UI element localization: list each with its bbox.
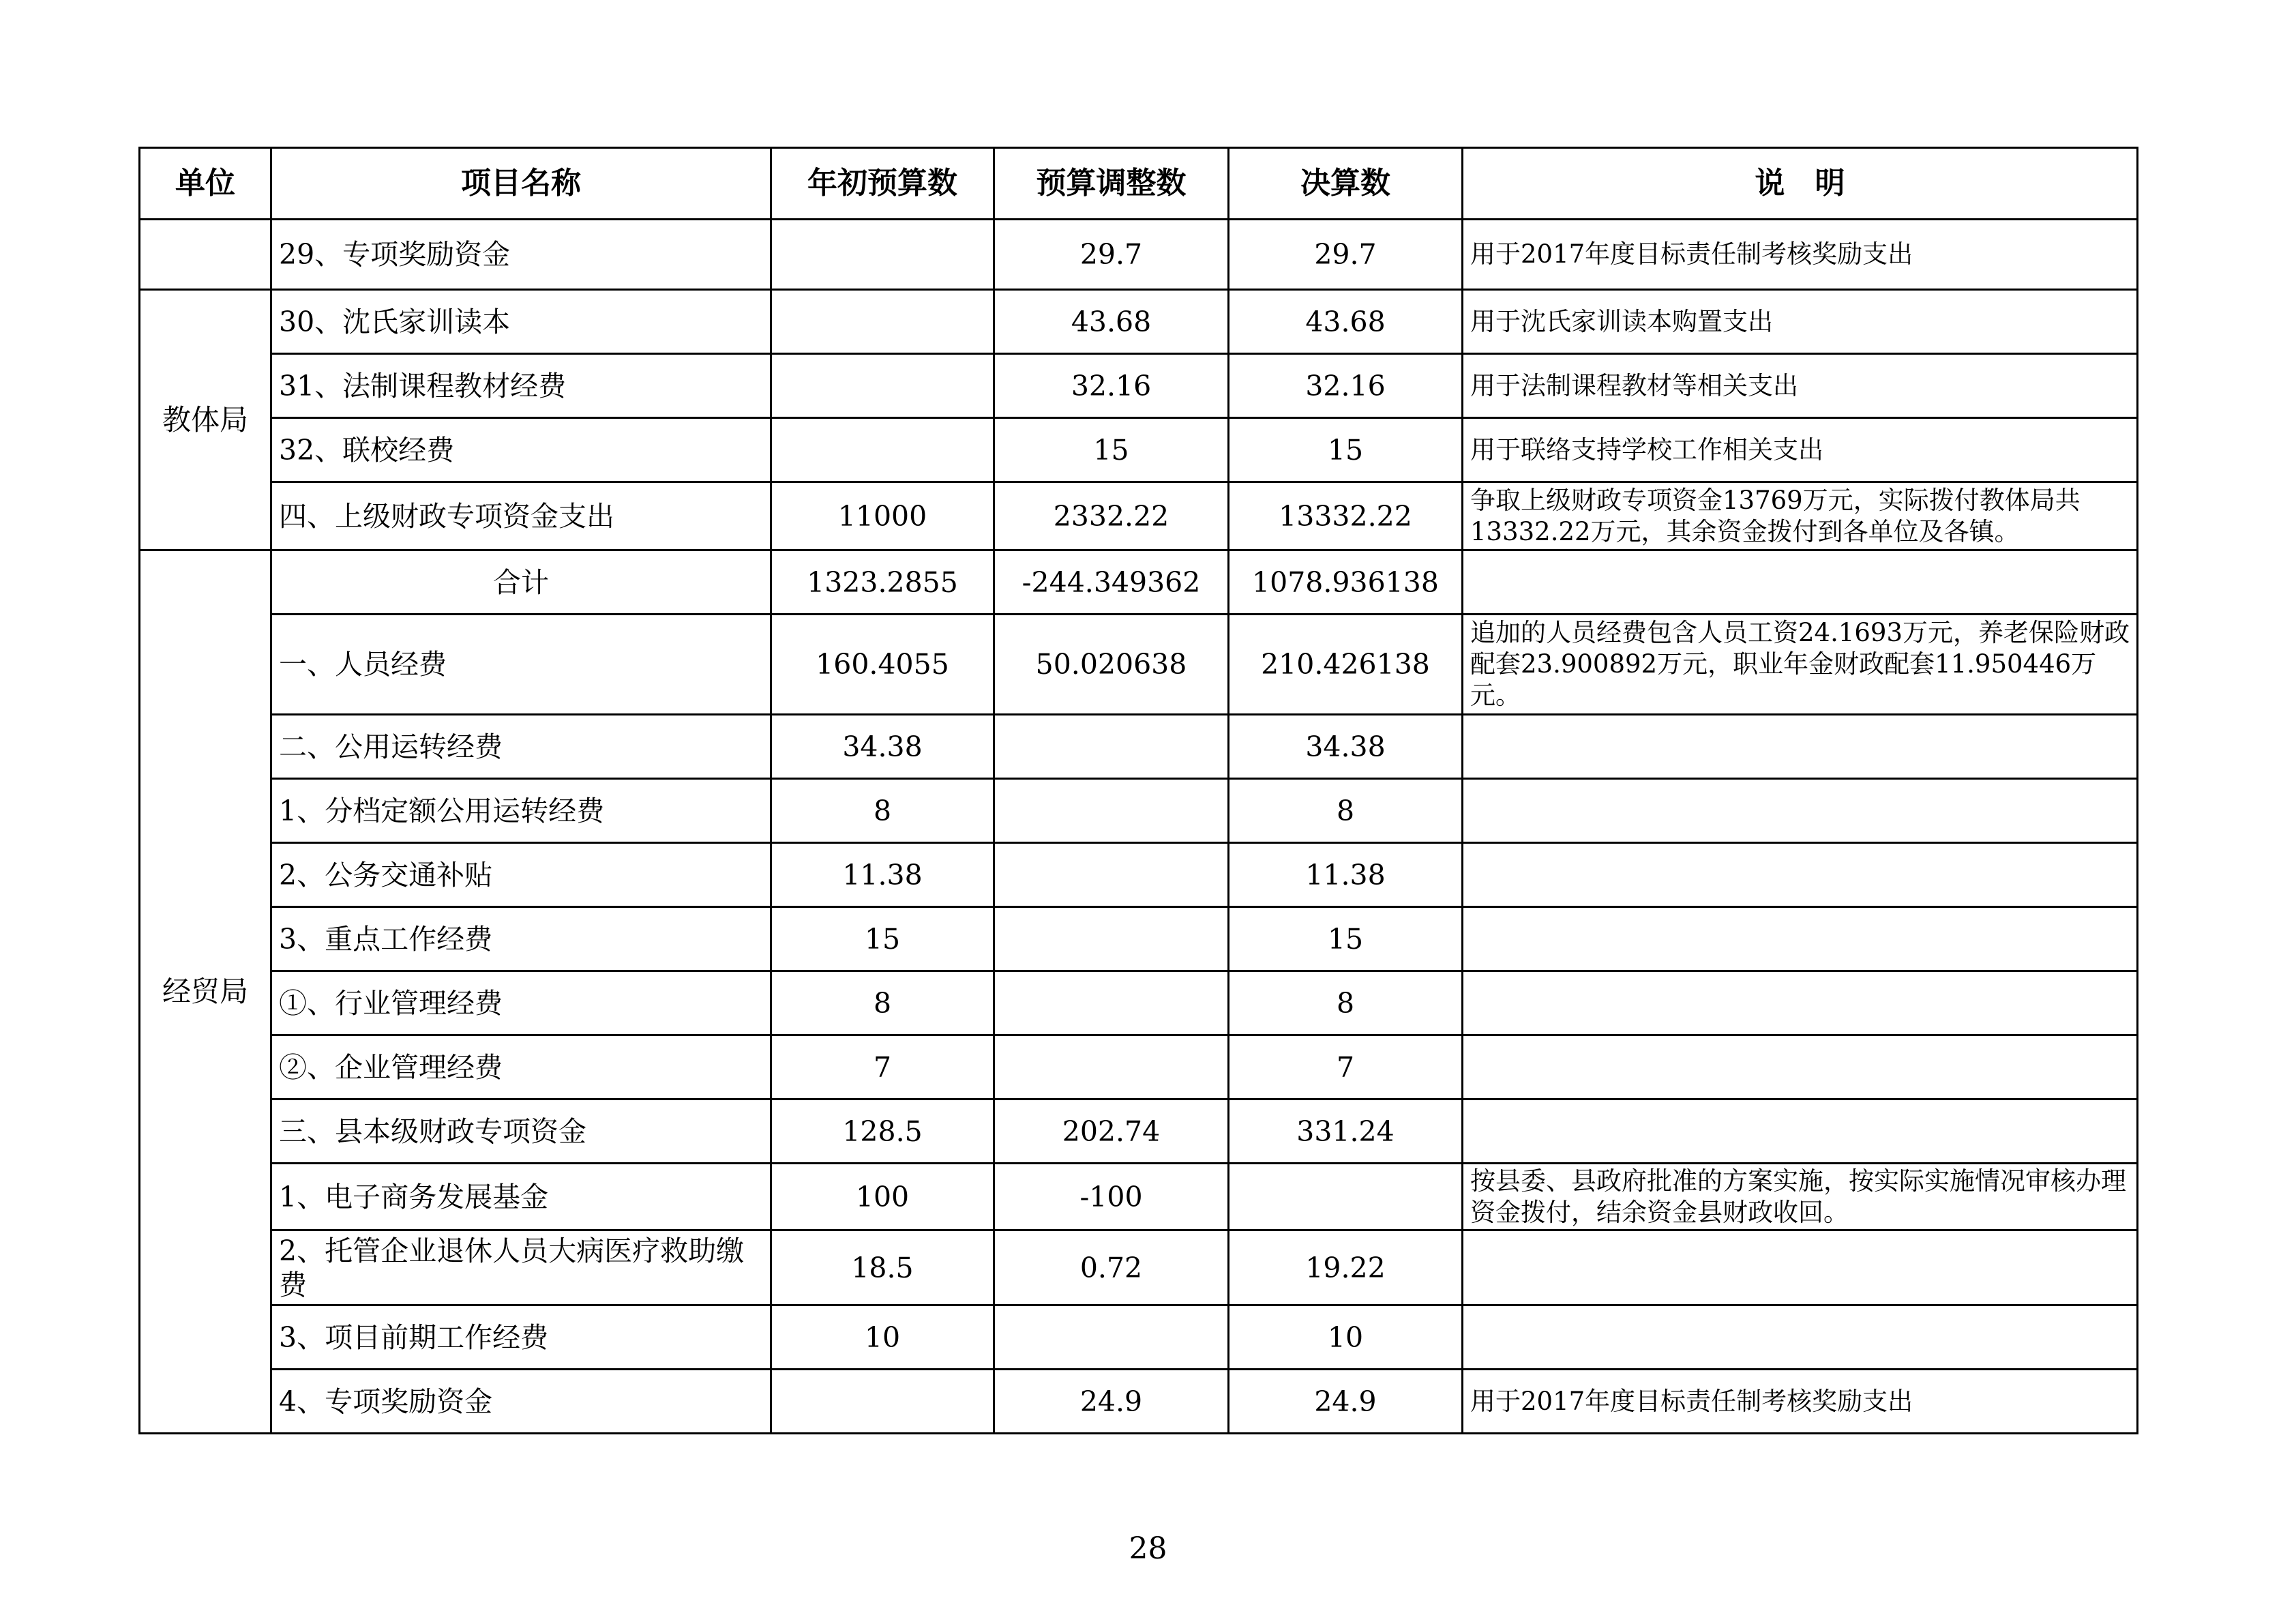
- header-row: [140, 148, 2138, 220]
- project-name-cell: 29、专项奖励资金: [271, 220, 771, 290]
- note-cell: [1463, 907, 2138, 971]
- initial-budget-cell: 11000: [771, 482, 994, 550]
- note-cell: 用于联络支持学校工作相关支出: [1463, 418, 2138, 482]
- final-account-cell: 11.38: [1229, 843, 1463, 907]
- note-cell: 争取上级财政专项资金13769万元，实际拨付教体局共13332.22万元，其余资金拨付到各单位及各镇。: [1463, 482, 2138, 550]
- table-row: [140, 418, 2138, 482]
- initial-budget-cell: 18.5: [771, 1230, 994, 1305]
- header-initial-budget: 年初预算数: [771, 148, 994, 220]
- initial-budget-cell: [771, 1370, 994, 1434]
- initial-budget-cell: [771, 290, 994, 354]
- project-name-cell: ①、行业管理经费: [271, 971, 771, 1035]
- header-budget-adjustment: 预算调整数: [994, 148, 1229, 220]
- initial-budget-cell: 8: [771, 971, 994, 1035]
- adjustment-cell: 29.7: [994, 220, 1229, 290]
- table-row: [140, 843, 2138, 907]
- table-row: [140, 354, 2138, 418]
- note-cell: [1463, 1099, 2138, 1164]
- project-name-cell: 3、重点工作经费: [271, 907, 771, 971]
- budget-table: [138, 147, 2138, 1434]
- initial-budget-cell: 15: [771, 907, 994, 971]
- table-row: [140, 1099, 2138, 1164]
- adjustment-cell: 202.74: [994, 1099, 1229, 1164]
- table-row: [140, 1305, 2138, 1370]
- adjustment-cell: [994, 907, 1229, 971]
- project-name-cell: ②、企业管理经费: [271, 1035, 771, 1099]
- note-cell: [1463, 1035, 2138, 1099]
- note-cell: [1463, 550, 2138, 615]
- initial-budget-cell: 34.38: [771, 715, 994, 779]
- note-cell: [1463, 1230, 2138, 1305]
- table-row: [140, 290, 2138, 354]
- final-account-cell: 24.9: [1229, 1370, 1463, 1434]
- table-row: [140, 482, 2138, 550]
- final-account-cell: [1229, 1164, 1463, 1230]
- final-account-cell: 10: [1229, 1305, 1463, 1370]
- unit-cell-education-sports-bureau: 教体局: [140, 290, 271, 550]
- project-name-cell: 2、托管企业退休人员大病医疗救助缴费: [271, 1230, 771, 1305]
- final-account-cell: 15: [1229, 907, 1463, 971]
- note-cell: [1463, 843, 2138, 907]
- initial-budget-cell: 160.4055: [771, 615, 994, 715]
- project-name-cell: 31、法制课程教材经费: [271, 354, 771, 418]
- project-name-cell: 三、县本级财政专项资金: [271, 1099, 771, 1164]
- project-name-cell: 2、公务交通补贴: [271, 843, 771, 907]
- final-account-cell: 19.22: [1229, 1230, 1463, 1305]
- initial-budget-cell: [771, 354, 994, 418]
- adjustment-cell: 0.72: [994, 1230, 1229, 1305]
- final-account-cell: 43.68: [1229, 290, 1463, 354]
- adjustment-cell: [994, 971, 1229, 1035]
- table-row: [140, 550, 2138, 615]
- initial-budget-cell: 8: [771, 779, 994, 843]
- note-cell: 用于法制课程教材等相关支出: [1463, 354, 2138, 418]
- adjustment-cell: [994, 1305, 1229, 1370]
- initial-budget-cell: 128.5: [771, 1099, 994, 1164]
- adjustment-cell: 24.9: [994, 1370, 1229, 1434]
- project-name-cell: 1、分档定额公用运转经费: [271, 779, 771, 843]
- initial-budget-cell: [771, 220, 994, 290]
- final-account-cell: 29.7: [1229, 220, 1463, 290]
- header-unit: 单位: [140, 148, 271, 220]
- table-row: [140, 971, 2138, 1035]
- final-account-cell: 34.38: [1229, 715, 1463, 779]
- project-name-cell: 合计: [271, 550, 771, 615]
- unit-cell-prev: [140, 220, 271, 290]
- adjustment-cell: 43.68: [994, 290, 1229, 354]
- project-name-cell: 32、联校经费: [271, 418, 771, 482]
- table-row: [140, 1370, 2138, 1434]
- table-row: [140, 1230, 2138, 1305]
- note-cell: [1463, 779, 2138, 843]
- header-project-name: 项目名称: [271, 148, 771, 220]
- project-name-cell: 1、电子商务发展基金: [271, 1164, 771, 1230]
- header-note: 说 明: [1463, 148, 2138, 220]
- adjustment-cell: [994, 779, 1229, 843]
- note-cell: 用于沈氏家训读本购置支出: [1463, 290, 2138, 354]
- note-cell: [1463, 1305, 2138, 1370]
- initial-budget-cell: 100: [771, 1164, 994, 1230]
- project-name-cell: 四、上级财政专项资金支出: [271, 482, 771, 550]
- final-account-cell: 15: [1229, 418, 1463, 482]
- initial-budget-cell: [771, 418, 994, 482]
- table-row: [140, 779, 2138, 843]
- note-cell: 追加的人员经费包含人员工资24.1693万元，养老保险财政配套23.900892万元，职业年金财政配套11.950446万元。: [1463, 615, 2138, 715]
- table-row: [140, 907, 2138, 971]
- project-name-cell: 3、项目前期工作经费: [271, 1305, 771, 1370]
- initial-budget-cell: 1323.2855: [771, 550, 994, 615]
- final-account-cell: 32.16: [1229, 354, 1463, 418]
- table-row: [140, 615, 2138, 715]
- note-cell: 用于2017年度目标责任制考核奖励支出: [1463, 220, 2138, 290]
- final-account-cell: 8: [1229, 779, 1463, 843]
- adjustment-cell: [994, 843, 1229, 907]
- project-name-cell: 一、人员经费: [271, 615, 771, 715]
- final-account-cell: 7: [1229, 1035, 1463, 1099]
- final-account-cell: 8: [1229, 971, 1463, 1035]
- table-row: [140, 220, 2138, 290]
- adjustment-cell: 15: [994, 418, 1229, 482]
- page-number: 28: [1129, 1531, 1167, 1566]
- note-cell: 用于2017年度目标责任制考核奖励支出: [1463, 1370, 2138, 1434]
- project-name-cell: 二、公用运转经费: [271, 715, 771, 779]
- initial-budget-cell: 11.38: [771, 843, 994, 907]
- adjustment-cell: [994, 715, 1229, 779]
- final-account-cell: 331.24: [1229, 1099, 1463, 1164]
- unit-cell-economy-trade-bureau: 经贸局: [140, 550, 271, 1434]
- final-account-cell: 1078.936138: [1229, 550, 1463, 615]
- adjustment-cell: 32.16: [994, 354, 1229, 418]
- final-account-cell: 210.426138: [1229, 615, 1463, 715]
- final-account-cell: 13332.22: [1229, 482, 1463, 550]
- table-row: [140, 715, 2138, 779]
- initial-budget-cell: 7: [771, 1035, 994, 1099]
- project-name-cell: 30、沈氏家训读本: [271, 290, 771, 354]
- initial-budget-cell: 10: [771, 1305, 994, 1370]
- adjustment-cell: -244.349362: [994, 550, 1229, 615]
- note-cell: [1463, 971, 2138, 1035]
- adjustment-cell: 2332.22: [994, 482, 1229, 550]
- adjustment-cell: -100: [994, 1164, 1229, 1230]
- header-final-account: 决算数: [1229, 148, 1463, 220]
- project-name-cell: 4、专项奖励资金: [271, 1370, 771, 1434]
- adjustment-cell: [994, 1035, 1229, 1099]
- table-row: [140, 1164, 2138, 1230]
- adjustment-cell: 50.020638: [994, 615, 1229, 715]
- table-row: [140, 1035, 2138, 1099]
- note-cell: [1463, 715, 2138, 779]
- note-cell: 按县委、县政府批准的方案实施，按实际实施情况审核办理资金拨付，结余资金县财政收回。: [1463, 1164, 2138, 1230]
